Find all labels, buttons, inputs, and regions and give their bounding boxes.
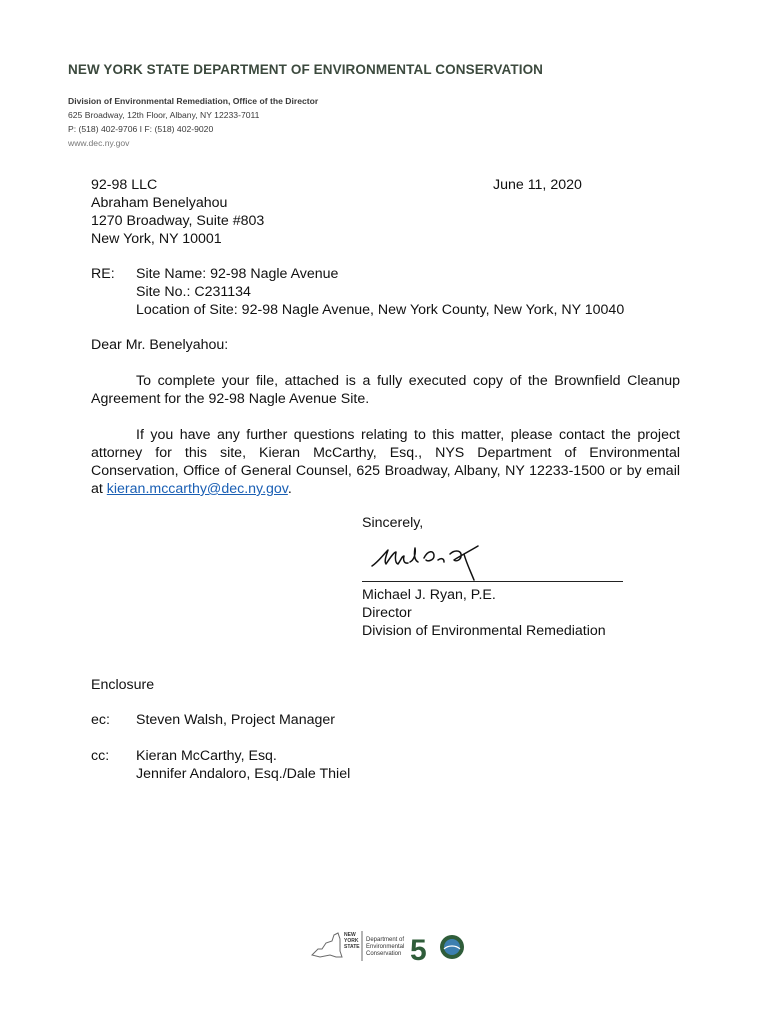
logo-anniversary-digit: 5 bbox=[410, 934, 427, 965]
closing-sincerely: Sincerely, bbox=[362, 515, 424, 531]
body-paragraph-1-text: To complete your file, attached is a fully executed copy of the Brownfield Cleanup Agreement for the 92-98 Nagle Avenue Site. bbox=[91, 373, 680, 407]
re-site-location: Location of Site: 92-98 Nagle Avenue, New York County, New York, NY 10040 bbox=[136, 302, 625, 318]
ec-recipient-1: Steven Walsh, Project Manager bbox=[136, 712, 335, 728]
body-paragraph-2 bbox=[91, 426, 680, 498]
recipient-line-1: 92-98 LLC bbox=[91, 177, 158, 193]
body-paragraph-2-end: . bbox=[287, 481, 292, 497]
nys-dec-logo bbox=[310, 927, 470, 965]
signer-title: Director bbox=[362, 605, 412, 621]
body-paragraph-2-text: If you have any further questions relating to this matter, please contact the project attorney for this site, Kieran McCarthy, Esq., NYS Department of Environmental Conservation, Office of General Counsel, 625 Broadway, Albany, NY 12233-1500 or by email at bbox=[91, 427, 680, 497]
letterhead-website: www.dec.ny.gov bbox=[68, 138, 130, 148]
signer-name: Michael J. Ryan, P.E. bbox=[362, 587, 496, 603]
logo-state-word-3: STATE bbox=[344, 944, 360, 950]
re-site-name: Site Name: 92-98 Nagle Avenue bbox=[136, 266, 339, 282]
cc-label: cc: bbox=[91, 748, 110, 764]
body-paragraph-1 bbox=[91, 372, 680, 408]
re-site-number: Site No.: C231134 bbox=[136, 284, 251, 300]
cc-recipient-2: Jennifer Andaloro, Esq./Dale Thiel bbox=[136, 766, 351, 782]
signature-line bbox=[362, 581, 623, 582]
recipient-line-4: New York, NY 10001 bbox=[91, 231, 222, 247]
cc-recipient-1: Kieran McCarthy, Esq. bbox=[136, 748, 277, 764]
logo-state-word-1: NEW bbox=[344, 932, 356, 938]
letterhead-phone: P: (518) 402-9706 I F: (518) 402-9020 bbox=[68, 124, 214, 134]
agency-name: NEW YORK STATE DEPARTMENT OF ENVIRONMENTAL CONSERVATION bbox=[68, 62, 544, 77]
letterhead-address: 625 Broadway, 12th Floor, Albany, NY 12233-7011 bbox=[68, 110, 260, 120]
dec-footer-logo bbox=[310, 927, 470, 965]
letter-date: June 11, 2020 bbox=[493, 177, 582, 193]
enclosure-note: Enclosure bbox=[91, 677, 155, 693]
logo-dept-word-2: Environmental bbox=[366, 944, 405, 950]
contact-email-link[interactable]: kieran.mccarthy@dec.ny.gov bbox=[106, 481, 288, 497]
re-label: RE: bbox=[91, 266, 115, 282]
handwritten-signature bbox=[368, 540, 508, 584]
salutation: Dear Mr. Benelyahou: bbox=[91, 337, 229, 353]
division-name: Division of Environmental Remediation, Office of the Director bbox=[68, 96, 319, 106]
recipient-line-3: 1270 Broadway, Suite #803 bbox=[91, 213, 265, 229]
logo-dept-word-1: Department of bbox=[366, 937, 405, 943]
signer-division: Division of Environmental Remediation bbox=[362, 623, 606, 639]
logo-dept-word-3: Conservation bbox=[366, 951, 402, 957]
recipient-line-2: Abraham Benelyahou bbox=[91, 195, 228, 211]
logo-state-word-2: YORK bbox=[344, 938, 359, 944]
ec-label: ec: bbox=[91, 712, 110, 728]
